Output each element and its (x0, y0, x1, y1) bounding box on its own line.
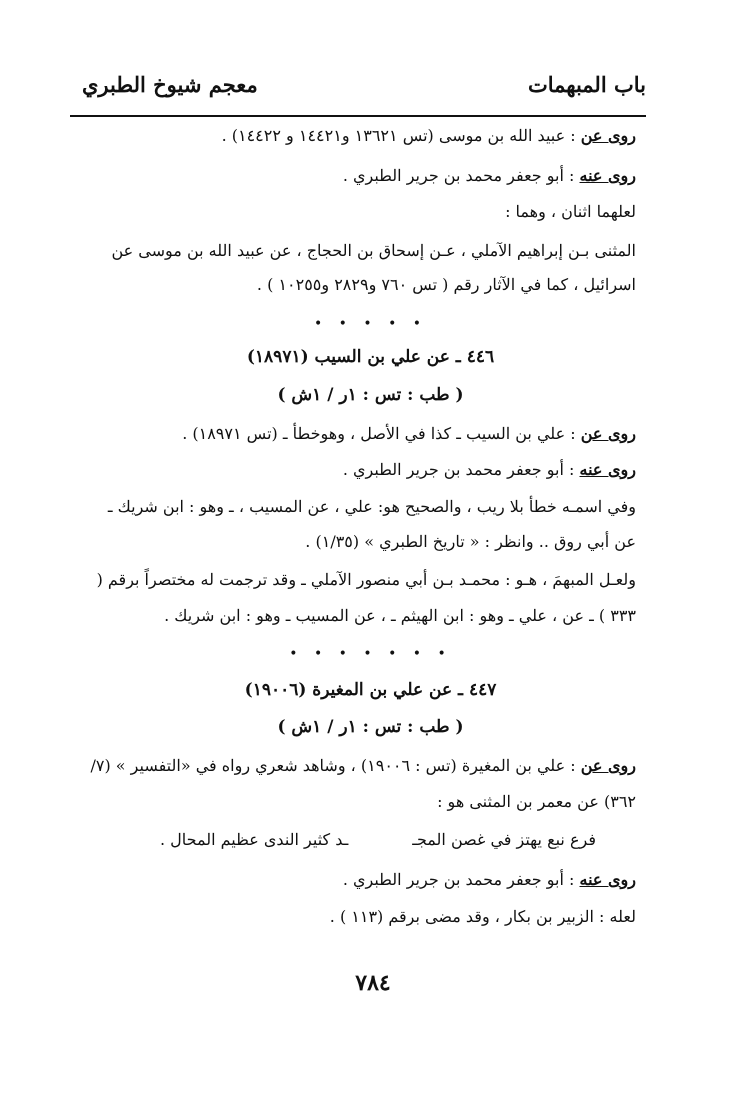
narrated-by-line: روى عنه : أبو جعفر محمد بن جرير الطبري . (342, 460, 636, 479)
entry-heading-447: ٤٤٧ ـ عن علي بن المغيرة (١٩٠٠٦) (244, 680, 497, 700)
verse-first-half: فرع نبع يهتز في غصن المجـ (412, 830, 596, 849)
book-title: معجم شيوخ الطبري (82, 72, 258, 97)
narrated-from-line: روى عن : عبيد الله بن موسى (تس ١٣٦٢١ و١٤٤٢١ و ١٤٤٢٢) . (221, 126, 636, 145)
separator-dots: • • • • • • • (289, 646, 452, 662)
narrated-from-line: روى عن : علي بن السيب ـ كذا في الأصل ، وهوخطأ ـ (تس ١٨٩٧١) . (182, 424, 636, 443)
narrated-by-line: روى عنه : أبو جعفر محمد بن جرير الطبري . (342, 166, 636, 185)
narrated-from-label: روى عن (580, 126, 636, 145)
text-line: وفي اسمـه خطأ بلا ريب ، والصحيح هو: علي ، عن المسيب ، ـ وهو : ابن شريك ـ (107, 497, 636, 516)
entry-sub-446: ( طب : تس : ١ر / ١ش ) (277, 385, 464, 405)
narrated-by-label: روى عنه (579, 460, 636, 479)
page-header (70, 70, 646, 110)
entry-heading-446: ٤٤٦ ـ عن علي بن السيب (١٨٩٧١) (246, 347, 495, 367)
narrated-by-label: روى عنه (579, 166, 636, 185)
narrated-from-label: روى عن (580, 424, 636, 443)
text-line: المثنى بـن إبراهيم الآملي ، عـن إسحاق بن الحجاج ، عن عبيد الله بن موسى عن (111, 241, 636, 260)
chapter-title: باب المبهمات (527, 72, 646, 97)
narrated-by-label: روى عنه (579, 870, 636, 889)
text-line: لعله : الزبير بن بكار ، وقد مضى برقم (١١٣ ) . (329, 907, 636, 926)
text-line: عن أبي روق .. وانظر : « تاريخ الطبري » (١/٣٥) . (305, 532, 636, 551)
text-line: ٣٦٢) عن معمر بن المثنى هو : (437, 792, 636, 811)
verse-second-half: ـد كثير الندى عظيم المحال . (160, 830, 349, 849)
narrated-by-line: روى عنه : أبو جعفر محمد بن جرير الطبري . (342, 870, 636, 889)
separator-dots: • • • • • (313, 316, 428, 332)
header-rule (70, 115, 646, 117)
page-number: ٧٨٤ (355, 970, 391, 996)
entry-sub-447: ( طب : تس : ١ر / ١ش ) (277, 717, 464, 737)
text-line: لعلهما اثنان ، وهما : (505, 202, 636, 221)
text-line: ٣٣٣ ) ـ عن ، علي ـ وهو : ابن الهيثم ـ ، عن المسيب ـ وهو : ابن شريك . (164, 606, 636, 625)
text-line: ولعـل المبهمَ ، هـو : محمـد بـن أبي منصور الآملي ـ وقد ترجمت له مختصراً برقم ( (96, 570, 636, 589)
narrated-from-label: روى عن (580, 756, 636, 775)
text-line: اسرائيل ، كما في الآثار رقم ( تس ٧٦٠ و٢٨٢٩ و١٠٢٥٥ ) . (256, 275, 636, 294)
narrated-from-line: روى عن : علي بن المغيرة (تس : ١٩٠٠٦) ، وشاهد شعري رواه في «التفسير » (٧/ (90, 756, 636, 775)
